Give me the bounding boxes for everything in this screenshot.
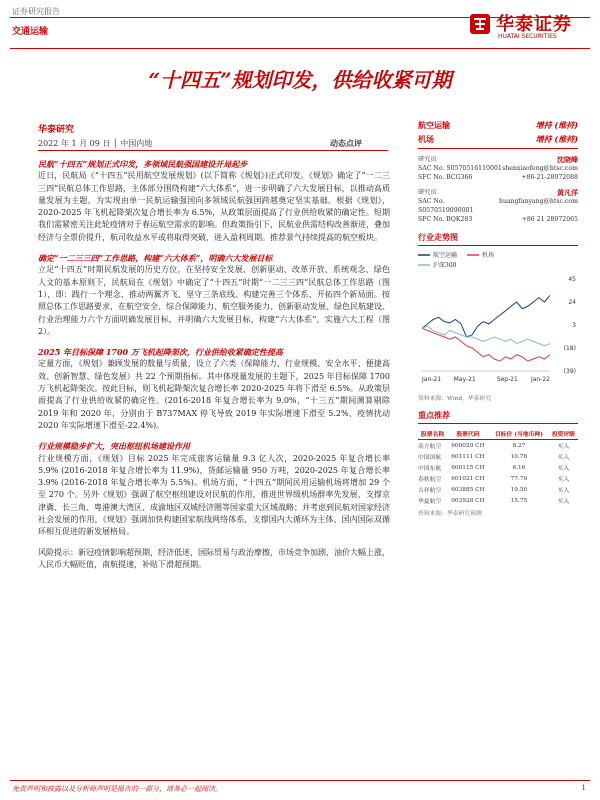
investment-rating: 买入 [557, 444, 570, 450]
stock-name: 南方航空 [418, 444, 442, 450]
analyst-name: 黄凡洋 [557, 188, 578, 197]
analyst-email[interactable]: shenxiaofeng@htsc.com [502, 165, 578, 172]
y-tick-label: 24 [568, 299, 576, 306]
analyst-sfc: SFC No. BQK283 [418, 216, 473, 223]
logo-text-en: HUATAI SECURITIES [498, 33, 557, 40]
rating-row [418, 132, 578, 146]
research-org: 华泰研究 [38, 125, 75, 135]
analyst-block [418, 188, 578, 224]
stock-name: 华夏航空 [418, 499, 442, 505]
table-row [418, 451, 578, 462]
analyst-phone: +86-21-28972088 [521, 174, 578, 181]
stock-code: 600029 CH [451, 442, 485, 449]
stock-code: 601111 CH [451, 453, 485, 460]
investment-rating: 买入 [557, 488, 570, 494]
trend-chart-title: 行业走势图 [418, 232, 578, 246]
section-framework [38, 252, 390, 338]
target-price: 19.50 [510, 486, 528, 493]
table-header: 投资评级 [549, 428, 578, 440]
stock-code: 600115 CH [451, 464, 485, 471]
analyst-phone: +86 21 28972065 [521, 216, 578, 223]
page-number: 1 [581, 784, 586, 792]
legend-label: 沪深300 [433, 262, 457, 269]
table-header: 目标价 (当地币种) [489, 428, 549, 440]
rating-sector: 机场 [418, 133, 434, 144]
stock-name: 中国东航 [418, 466, 442, 472]
section-paragraph: 定量方面，《规划》兼顾发展的数量与质量，设立了六类（保障能力、行业规模、安全水平、便捷高效、创新智慧、绿色发展）共 22 个预期指标。其中体现量发展的主题下，2025 年目标保障 1700 万飞机起降架次。按此目标，则飞机起降架次复合增长率 2020-2025 年将下滑至 6.5%。从政策层面提高了行业供给收紧的确定性。(2016-2018 年复合增长率为 9.0%，“十三五”期间测算剔除 2019 年和 2020 年，分别由于 B737MAX 停飞导致 2019 年实际增速下滑至 5.2%、疫情扰动 2020 年实际增速下滑至-22.4%)。 [38, 359, 390, 430]
analyst-role: 研究员 [418, 189, 437, 196]
analyst-block [418, 155, 578, 182]
target-price: 10.78 [510, 453, 528, 460]
y-tick-label: 45 [568, 276, 576, 283]
huatai-logo-icon [468, 12, 492, 36]
legend-label: 航空运输 [433, 252, 458, 259]
x-tick-label: May-21 [453, 376, 476, 383]
rating-value: 增持 (维持) [535, 119, 578, 130]
disclaimer: 免责声明和披露以及分析师声明是报告的一部分，请务必一起阅读。 [12, 785, 222, 793]
risk-warning: 风险提示：新冠疫情影响超预期，经济低迷，国际贸易与政治摩擦，市场竞争加剧，油价大幅上涨，人民币大幅贬值，南航提速，补贴下滑超预期。 [38, 547, 390, 569]
table-header: 股票代码 [447, 428, 489, 440]
y-tick-label: (18) [563, 345, 576, 352]
target-price: 8.27 [512, 442, 526, 449]
report-category: 动态点评 [330, 138, 362, 148]
legend-item [418, 260, 456, 269]
section-heading: 民航“十四五”规划正式印发，多领域民航强国建设开局起步 [38, 159, 248, 169]
header-divider-2 [10, 48, 590, 49]
section-heading: 2025 年目标保障 1700 万飞机起降架次，行业供给收紧确定性提高 [38, 347, 283, 358]
report-title: “十四五”规划印发，供给收紧可期 [148, 68, 452, 92]
analyst-sfc: SFC No. BCG366 [418, 174, 473, 181]
logo-text-cn: 华泰证券 [496, 14, 572, 35]
sector-label: 交通运输 [12, 27, 49, 37]
table-row [418, 440, 578, 452]
section-targets [38, 346, 390, 432]
x-tick-label: Jan-21 [422, 376, 442, 383]
section-paragraph: 立足“十四五”时期民航发展的历史方位，在坚持安全发展、创新驱动、改革开放、系统观念、绿色人文的基本原则下，民航局在《规划》中确定了“十四五”时期“一二三三四”民航总体工作思路（图 1），即：践行一个理念、推动两翼齐飞、坚守三条底线、构建完善三个体系、开拓四个新局面。按照总体工作思路要求，在航空安全、综合保障能力、航空服务能力、创新驱动发展、绿色民航建设、行业治理能力六个方面明确发展目标，并明确六大发展目标，构建“六大体系”，实施六大工程（图 2）。 [38, 265, 390, 336]
stock-name: 吉祥航空 [418, 488, 442, 494]
analyst-sac: SAC No. S0570516110001 [418, 165, 502, 172]
rating-sector: 航空运输 [418, 119, 450, 130]
target-price: 77.70 [510, 475, 528, 482]
stock-code: 601021 CH [451, 475, 485, 482]
trend-chart [418, 273, 578, 391]
table-header-row [418, 428, 578, 440]
table-row [418, 495, 578, 506]
chart-source: 资料来源：Wind，华泰研究 [418, 396, 492, 402]
stock-name: 春秋航空 [418, 477, 442, 483]
analyst-sac: SAC No. S0570519090001 [418, 198, 474, 214]
section-policy [38, 158, 390, 244]
recommend-title: 重点推荐 [418, 410, 578, 424]
stock-name: 中国国航 [418, 455, 442, 461]
analyst-email[interactable]: huangfanyang@htsc.com [498, 198, 578, 205]
analyst-name: 沈晓峰 [557, 155, 578, 164]
footer-divider [10, 780, 590, 781]
x-tick-label: Sep-21 [496, 376, 518, 383]
y-tick-label: 3 [572, 322, 576, 329]
series-line [422, 295, 550, 337]
chart-legend-2 [418, 260, 578, 269]
rating-divider [418, 148, 578, 149]
report-type-label: 证券研究报告 [12, 7, 60, 16]
section-paragraph: 行业规模方面，《规划》目标 2025 年完成旅客运输量 9.3 亿人次，2020-2025 年复合增长率 5.9% (2016-2018 年复合增长率为 11.9%)，货邮运输量 950 万吨，2020-2025 年复合增长率 3.9% (2016-2018 年复合增长率为 5.5%)。机场方面，“十四五”期间民用运输机场将增加 29 个至 270 个。另外《规划》强调了航空枢纽建设对民航的作用，推进世界级机场群率先发展，支撑京津冀、长三角、粤港澳大湾区、成渝地区双城经济圈等国家重大区域战略；并考虑到民航对国家经济社会发展的作用，《规划》强调加快构建国家航线网络体系，支撑国内大循环为主体、国内国际双循环相互促进的新发展格局。 [38, 453, 390, 537]
table-row [418, 473, 578, 484]
section-heading: 行业规模稳步扩大，突出枢纽机场建设作用 [38, 441, 190, 452]
sidebar [418, 118, 578, 517]
date-location: 2022 年 1 月 09 日 │ 中国内地 [38, 139, 153, 148]
recommend-table [418, 428, 578, 506]
rating-row [418, 118, 578, 132]
section-paragraph: 近日，民航局《“十四五”民用航空发展规划》(以下简称《规划》)正式印发。《规划》确定了“一二三三四”民航总体工作思路，主体部分围绕构建“六大体系”，进一步明确了六大发展目标，以推动高质量发展为主题，为实现由单一民航运输强国向多领域民航强国跨越奠定坚实基础。根据《规划》，2020-2025 年飞机起降架次复合增长率为 6.5%，从政策层面提高了行业供给收紧的确定性。短期我们需紧密关注此轮疫情对于春运航空需求的影响。但政策指引下，民航业供需结构改善渐进，叠加经济与全票价提升，航司收益水平或将取得突破，进入盈利周期。推荐景气持续提高的航空板块。 [38, 171, 390, 242]
legend-item [467, 250, 494, 259]
analyst-role: 研究员 [418, 156, 437, 163]
rating-value: 增持 (维持) [535, 133, 578, 144]
investment-rating: 买入 [557, 466, 570, 472]
investment-rating: 买入 [557, 499, 570, 505]
table-row [418, 484, 578, 495]
target-price: 15.75 [510, 497, 528, 504]
trend-chart-svg [418, 273, 578, 391]
stock-code: 002928 CH [451, 497, 485, 504]
chart-legend [418, 250, 578, 259]
investment-rating: 买入 [557, 455, 570, 461]
investment-rating: 买入 [557, 477, 570, 483]
stock-code: 603885 CH [451, 486, 485, 493]
section-scale [38, 440, 390, 538]
y-tick-label: (39) [563, 368, 576, 375]
target-price: 6.16 [512, 464, 526, 471]
x-tick-label: Jan-22 [530, 376, 550, 383]
meta-divider [38, 150, 388, 151]
table-source: 资料来源：华泰研究预测 [418, 511, 482, 517]
table-row [418, 462, 578, 473]
table-header: 股票名称 [418, 428, 447, 440]
legend-label: 机场 [482, 252, 495, 259]
company-logo [468, 10, 584, 44]
legend-item [418, 250, 457, 259]
section-heading: 确定“一二三三四”工作思路，构建“六大体系”，明确六大发展目标 [38, 253, 273, 264]
main-body [38, 158, 390, 574]
